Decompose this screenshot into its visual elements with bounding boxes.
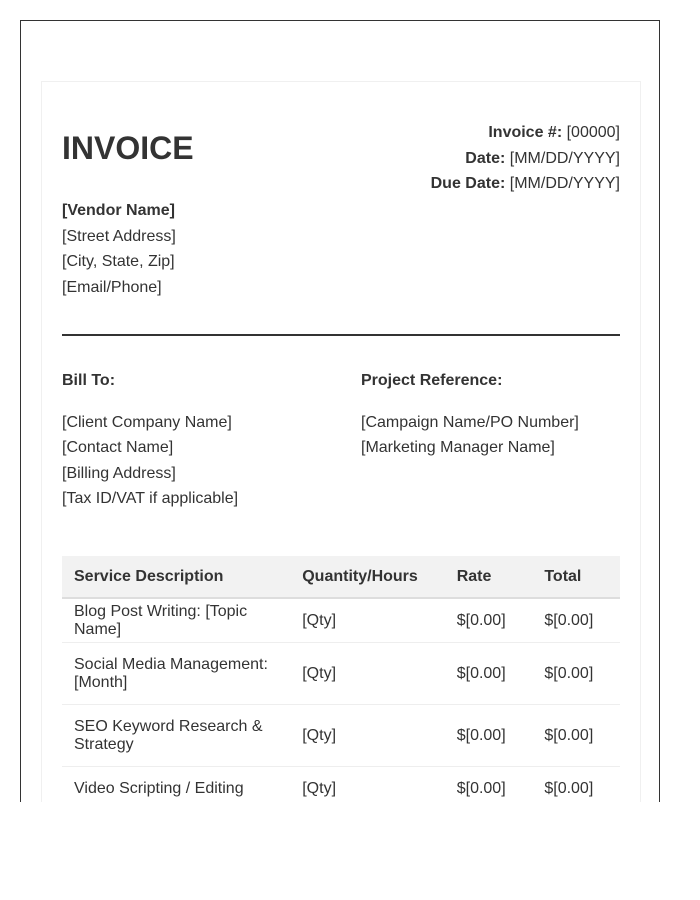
vendor-city: [City, State, Zip] <box>62 253 175 270</box>
document-frame <box>20 20 660 802</box>
project-reference-heading: Project Reference: <box>361 372 503 389</box>
cell-quantity: [Qty] <box>290 767 444 803</box>
project-manager: [Marketing Manager Name] <box>361 439 555 456</box>
bill-to-heading: Bill To: <box>62 372 116 389</box>
cell-rate: $[0.00] <box>445 643 533 705</box>
bill-to-company: [Client Company Name] <box>62 413 232 431</box>
bill-to-tax-id: [Tax ID/VAT if applicable] <box>62 490 239 507</box>
invoice-date-line <box>431 146 620 172</box>
cell-description: Blog Post Writing: [Topic Name] <box>62 598 290 643</box>
bill-to-contact: [Contact Name] <box>62 439 174 456</box>
project-campaign: [Campaign Name/PO Number] <box>361 413 579 431</box>
header-rate: Rate <box>445 556 533 598</box>
cell-total: $[0.00] <box>532 705 620 767</box>
due-date-label: Due Date: <box>430 175 506 192</box>
cell-rate: $[0.00] <box>445 767 533 803</box>
invoice-date-label: Date: <box>465 149 506 167</box>
due-date-line <box>431 171 620 197</box>
vendor-street: [Street Address] <box>62 227 176 245</box>
cell-quantity: [Qty] <box>290 598 444 643</box>
table-row <box>62 705 620 767</box>
invoice-title: INVOICE <box>62 130 194 166</box>
invoice-sheet <box>41 81 641 802</box>
cell-total: $[0.00] <box>532 767 620 803</box>
cell-description: Social Media Management: [Month] <box>62 643 290 705</box>
cell-description: Video Scripting / Editing <box>62 767 290 803</box>
table-header-row <box>62 556 620 598</box>
cell-description: SEO Keyword Research & Strategy <box>62 705 290 767</box>
bill-to-block <box>62 368 238 512</box>
header-quantity-hours: Quantity/Hours <box>290 556 444 598</box>
header-total: Total <box>532 556 620 598</box>
services-table <box>62 556 620 802</box>
cell-rate: $[0.00] <box>445 598 533 643</box>
invoice-number-label: Invoice #: <box>488 124 563 141</box>
table-row <box>62 643 620 705</box>
bill-to-address: [Billing Address] <box>62 464 176 482</box>
cell-quantity: [Qty] <box>290 643 444 705</box>
invoice-number-value: [00000] <box>566 124 620 141</box>
invoice-number-line <box>431 120 620 146</box>
invoice-date-value: [MM/DD/YYYY] <box>509 149 620 167</box>
vendor-name: [Vendor Name] <box>62 202 175 219</box>
cell-total: $[0.00] <box>532 598 620 643</box>
header-divider <box>62 334 620 336</box>
vendor-block <box>62 198 176 300</box>
vendor-contact: [Email/Phone] <box>62 278 162 296</box>
cell-quantity: [Qty] <box>290 705 444 767</box>
cell-total: $[0.00] <box>532 643 620 705</box>
invoice-meta <box>431 120 620 197</box>
cell-rate: $[0.00] <box>445 705 533 767</box>
project-reference-block <box>361 368 579 461</box>
table-row <box>62 598 620 643</box>
header-service-description: Service Description <box>62 556 290 598</box>
due-date-value: [MM/DD/YYYY] <box>509 175 620 192</box>
table-row <box>62 767 620 803</box>
